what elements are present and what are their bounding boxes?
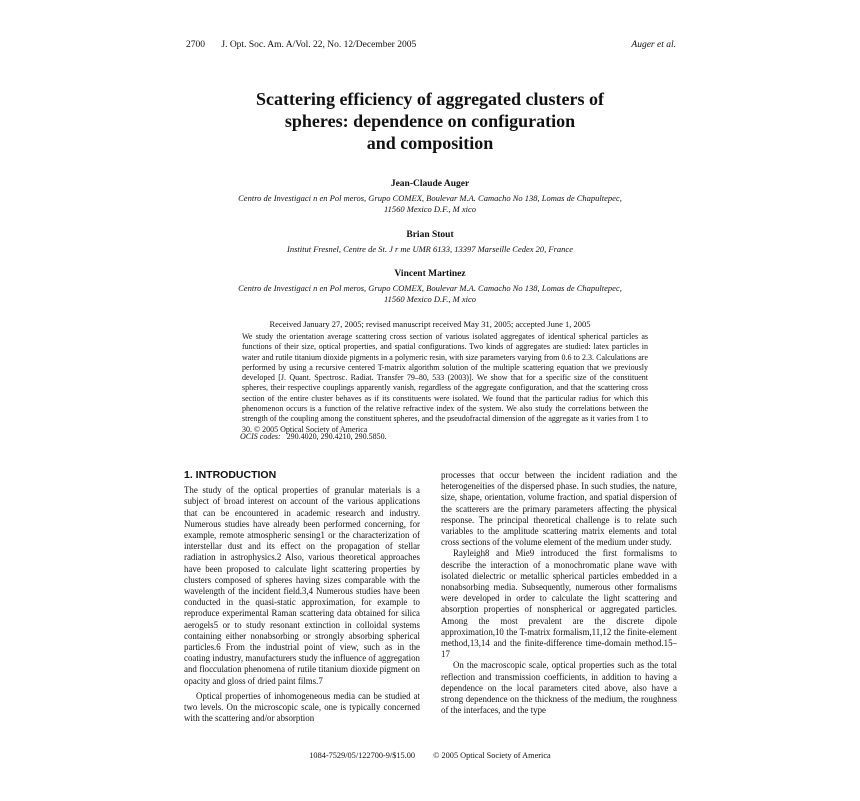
author-name: Brian Stout bbox=[406, 230, 454, 240]
author-block bbox=[200, 269, 660, 305]
paragraph: On the macroscopic scale, optical properties such as the total reflection and transmission coefficients, in addition to having a dependence on the local parameters cited above, also have a strong dependence on the thickness of the medium, the roughness of the interfaces, and the type bbox=[441, 660, 677, 716]
title-line: spheres: dependence on configuration bbox=[284, 111, 576, 131]
page-footer bbox=[0, 751, 860, 760]
ocis-codes bbox=[240, 432, 387, 441]
running-author: Auger et al. bbox=[631, 40, 676, 50]
paragraph: The study of the optical properties of granular materials is a subject of broad interest on account of the various applications that can be encountered in academic research and industry. Numerous studies have already been performed concerning, for example, remote atmospheric sensing1 or the characterization of interstellar dust and its effect on the propagation of stellar radiation in astrophysics.2 Also, various theoretical approaches have been proposed to calculate light scattering properties by clusters composed of spheres having sizes comparable with the wavelength of the incident field.3,4 Numerous studies have been conducted in the quasi-static approximation, for example to reproduce experimental Raman scattering data obtained for silica aerogels5 or to study resonant extinction in colloidal systems containing either nonabsorbing or strongly absorbing spherical particles.6 From the industrial point of view, such as in the coating industry, manufacturers study the influence of aggregation and flocculation phenomena of rutile titanium dioxide pigment on opacity and gloss of dried paint films.7 bbox=[184, 485, 420, 686]
author-affiliation bbox=[200, 244, 660, 255]
author-affiliation bbox=[200, 283, 660, 305]
copyright: © 2005 Optical Society of America bbox=[433, 751, 551, 760]
abstract: We study the orientation average scattering cross section of various isolated aggregates of identical spherical particles as functions of their size, optical properties, and spatial configurations. Two kinds of aggregates are studied: latex particles in water and rutile titanium dioxide pigments in a polymeric resin, with size parameters varying from 0.6 to 2.3. Calculations are performed by using a recursive centered T-matrix algorithm solution of the multiple scattering equation that we previously developed [J. Quant. Spectrosc. Radiat. Transfer 79–80, 533 (2003)]. We show that for a specific size of the constituent spheres, their respective couplings apparently vanish, regardless of the aggregate configuration, and that the scattering cross section of the entire cluster behaves as if its constituents were isolated. We found that the particular radius for which this phenomenon occurs is a function of the relative refractive index of the system. We also study the correlations between the strength of the coupling among the constituent spheres, and the pseudofractal dimension of the aggregate as it varies from 1 to 30. © 2005 Optical Society of America bbox=[242, 332, 648, 434]
article-title bbox=[180, 88, 680, 154]
paragraph: Rayleigh8 and Mie9 introduced the first formalisms to describe the interaction of a monochromatic plane wave with isolated dielectric or metallic spherical particles embedded in a nonabsorbing media. Subsequently, numerous other formalisms were developed in order to calculate the light scattering and absorption properties of nonspherical or aggregated particles. Among the most prevalent are the discrete dipole approximation,10 the T-matrix formalism,11,12 the finite-element method,13,14 and the finite-difference time-domain method.15–17 bbox=[441, 548, 677, 660]
author-name: Vincent Martinez bbox=[394, 269, 466, 279]
author-block bbox=[200, 179, 660, 215]
affiliation-line: Centro de Investigaci n en Pol meros, Grupo COMEX, Boulevar M.A. Camacho No 138, Lomas de Chapultepec, bbox=[238, 283, 622, 293]
affiliation-line: 11560 Mexico D.F., M xico bbox=[384, 204, 476, 214]
right-column bbox=[441, 470, 677, 716]
section-heading: 1. INTRODUCTION bbox=[184, 469, 277, 481]
affiliation-line: 11560 Mexico D.F., M xico bbox=[384, 294, 476, 304]
affiliation-line: Institut Fresnel, Centre de St. J r me UMR 6133, 13397 Marseille Cedex 20, France bbox=[287, 244, 573, 254]
paragraph: Optical properties of inhomogeneous media can be studied at two levels. On the microscopic scale, one is typically concerned with the scattering and/or absorption bbox=[184, 690, 420, 724]
article-code: 1084-7529/05/122700-9/$15.00 bbox=[309, 751, 416, 760]
running-header bbox=[186, 40, 676, 50]
title-line: and composition bbox=[366, 133, 494, 153]
page-number: 2700 bbox=[186, 40, 205, 50]
title-line: Scattering efficiency of aggregated clusters of bbox=[255, 89, 605, 109]
affiliation-line: Centro de Investigaci n en Pol meros, Grupo COMEX, Boulevar M.A. Camacho No 138, Lomas de Chapultepec, bbox=[238, 193, 622, 203]
author-block bbox=[200, 230, 660, 255]
left-column bbox=[184, 470, 420, 724]
ocis-values: 290.4020, 290.4210, 290.5850. bbox=[286, 432, 387, 441]
paragraph: processes that occur between the incident radiation and the heterogeneities of the dispersed phase. In such studies, the nature, size, shape, orientation, volume fraction, and spatial dispersion of the scatterers are the primary parameters affecting the physical response. The principal theoretical challenge is to relate such variables to the amplitude scattering matrix elements and total cross sections of the volume element of the medium under study. bbox=[441, 470, 677, 548]
ocis-label: OCIS codes: bbox=[240, 432, 281, 441]
author-name: Jean-Claude Auger bbox=[390, 179, 470, 189]
received-dates: Received January 27, 2005; revised manuscript received May 31, 2005; accepted June 1, 2005 bbox=[269, 319, 591, 329]
author-affiliation bbox=[200, 193, 660, 215]
journal-citation: J. Opt. Soc. Am. A/Vol. 22, No. 12/December 2005 bbox=[221, 40, 417, 50]
